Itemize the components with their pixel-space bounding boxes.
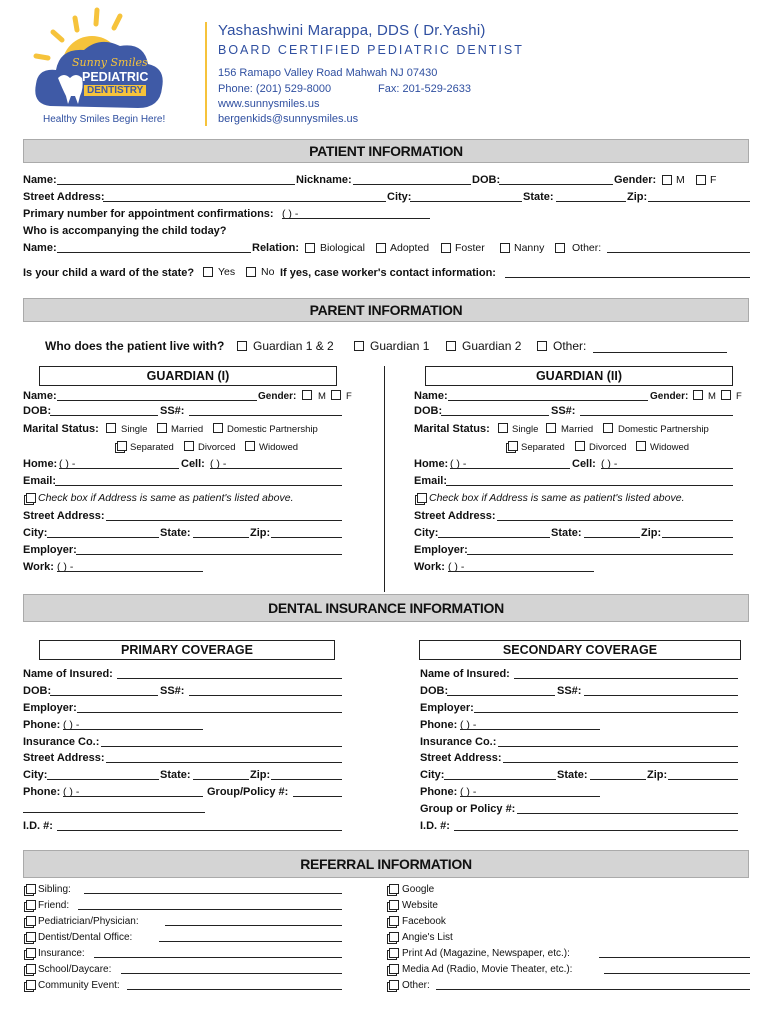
- g2-street-label: Street Address:: [414, 510, 496, 522]
- primary-number-mask: ( ) -: [282, 208, 299, 220]
- g2-gender-m-checkbox[interactable]: [693, 390, 703, 400]
- g1-employer-field[interactable]: [76, 554, 342, 555]
- p-name-insured-field[interactable]: [117, 678, 342, 679]
- g1-street-field[interactable]: [106, 520, 342, 521]
- accompanying-name-field[interactable]: [57, 252, 251, 253]
- g2-name-field[interactable]: [448, 400, 648, 401]
- g2-domestic-label: Domestic Partnership: [618, 424, 709, 435]
- relation-other-label: Other:: [572, 242, 602, 254]
- p-phone2-mask: ( ) -: [63, 786, 80, 798]
- p-city-label: City:: [23, 769, 48, 781]
- insurance-heading: DENTAL INSURANCE INFORMATION: [23, 594, 749, 622]
- s-employer-label: Employer:: [420, 702, 474, 714]
- patient-gender-m-label: M: [676, 174, 685, 186]
- referral-left-field[interactable]: [94, 957, 342, 958]
- ward-yes-checkbox[interactable]: [203, 267, 213, 277]
- logo-line-1: Sunny Smiles: [72, 56, 148, 69]
- p-dob-label: DOB:: [23, 685, 52, 697]
- referral-right-label: Google: [402, 884, 435, 895]
- guardian-2-heading: GUARDIAN (II): [425, 366, 733, 386]
- ward-no-checkbox[interactable]: [246, 267, 256, 277]
- referral-left-field[interactable]: [78, 909, 342, 910]
- g2-married-checkbox[interactable]: [546, 423, 556, 433]
- guardian-1-heading: GUARDIAN (I): [39, 366, 337, 386]
- p-street-field[interactable]: [106, 762, 342, 763]
- lives-with-other-field[interactable]: [593, 352, 727, 353]
- s-insurance-co-label: Insurance Co.:: [420, 736, 497, 748]
- p-phone2-label: Phone:: [23, 786, 61, 798]
- g2-employer-label: Employer:: [414, 544, 468, 556]
- g1-same-address-checkbox[interactable]: [26, 493, 36, 503]
- referral-left-field[interactable]: [121, 973, 342, 974]
- s-name-insured-field[interactable]: [514, 678, 738, 679]
- g1-zip-field[interactable]: [271, 537, 342, 538]
- referral-left-checkbox[interactable]: [26, 900, 36, 910]
- g2-single-checkbox[interactable]: [498, 423, 508, 433]
- referral-right-checkbox[interactable]: [389, 884, 399, 894]
- lives-with-g2-checkbox[interactable]: [446, 341, 456, 351]
- referral-right-checkbox[interactable]: [389, 964, 399, 974]
- referral-left-label: School/Daycare:: [38, 964, 112, 975]
- g1-married-checkbox[interactable]: [157, 423, 167, 433]
- patient-dob-field[interactable]: [499, 184, 613, 185]
- g2-zip-label: Zip:: [641, 527, 662, 539]
- g1-separated-checkbox[interactable]: [117, 441, 127, 451]
- s-state-field[interactable]: [590, 779, 646, 780]
- relation-foster-checkbox[interactable]: [441, 243, 451, 253]
- p-phone-label: Phone:: [23, 719, 61, 731]
- patient-gender-f-checkbox[interactable]: [696, 175, 706, 185]
- g2-gender-label: Gender:: [650, 391, 689, 402]
- ward-no-label: No: [261, 266, 275, 278]
- primary-number-field[interactable]: [282, 218, 430, 219]
- relation-adopted-label: Adopted: [390, 242, 430, 254]
- s-dob-field[interactable]: [447, 695, 555, 696]
- s-phone-label: Phone:: [420, 719, 458, 731]
- p-group-policy-field[interactable]: [293, 796, 342, 797]
- referral-right-label: Media Ad (Radio, Movie Theater, etc.):: [402, 964, 573, 975]
- lives-with-g12-checkbox[interactable]: [237, 341, 247, 351]
- p-group-policy-field-2[interactable]: [23, 812, 205, 813]
- s-dob-label: DOB:: [420, 685, 449, 697]
- g1-work-field[interactable]: [57, 571, 203, 572]
- patient-street-field[interactable]: [103, 201, 386, 202]
- referral-left-field[interactable]: [127, 989, 342, 990]
- patient-nickname-label: Nickname:: [296, 174, 352, 186]
- p-employer-label: Employer:: [23, 702, 77, 714]
- g1-email-label: Email:: [23, 475, 57, 487]
- g2-separated-checkbox[interactable]: [508, 441, 518, 451]
- referral-left-field[interactable]: [159, 941, 342, 942]
- s-street-field[interactable]: [503, 762, 738, 763]
- g2-name-label: Name:: [414, 390, 448, 402]
- practice-phone: Phone: (201) 529-8000: [218, 83, 332, 95]
- g2-married-label: Married: [561, 424, 594, 435]
- g1-domestic-label: Domestic Partnership: [227, 424, 318, 435]
- lives-with-g1-checkbox[interactable]: [354, 341, 364, 351]
- p-state-field[interactable]: [193, 779, 249, 780]
- g1-divorced-label: Divorced: [198, 442, 236, 453]
- g2-gender-m-label: M: [708, 391, 716, 402]
- parent-info-heading: PARENT INFORMATION: [23, 298, 749, 322]
- g2-state-field[interactable]: [584, 537, 640, 538]
- s-zip-label: Zip:: [647, 769, 668, 781]
- g2-dob-field[interactable]: [441, 415, 549, 416]
- g2-gender-f-label: F: [736, 391, 742, 402]
- s-zip-field[interactable]: [668, 779, 738, 780]
- s-state-label: State:: [557, 769, 588, 781]
- g1-work-mask: ( ) -: [57, 561, 74, 573]
- guardian-divider: [384, 366, 385, 592]
- g2-same-address-label: Check box if Address is same as patient's listed above.: [429, 492, 685, 504]
- g1-dob-label: DOB:: [23, 405, 52, 417]
- g1-home-label: Home:: [23, 458, 58, 470]
- g2-domestic-checkbox[interactable]: [603, 423, 613, 433]
- g1-street-label: Street Address:: [23, 510, 105, 522]
- practice-website[interactable]: www.sunnysmiles.us: [218, 98, 320, 110]
- g1-gender-m-label: M: [318, 391, 326, 402]
- s-name-insured-label: Name of Insured:: [420, 668, 510, 680]
- g1-work-label: Work:: [23, 561, 54, 573]
- p-id-field[interactable]: [57, 830, 342, 831]
- primary-number-label: Primary number for appointment confirmations:: [23, 208, 274, 220]
- g2-gender-f-checkbox[interactable]: [721, 390, 731, 400]
- g1-same-address-label: Check box if Address is same as patient's listed above.: [38, 492, 294, 504]
- p-phone-field[interactable]: [63, 729, 203, 730]
- g1-domestic-checkbox[interactable]: [213, 423, 223, 433]
- secondary-coverage-heading: SECONDARY COVERAGE: [419, 640, 741, 660]
- referral-right-label: Website: [402, 900, 438, 911]
- g2-home-field[interactable]: [450, 468, 570, 469]
- s-id-field[interactable]: [454, 830, 738, 831]
- referral-right-label: Facebook: [402, 916, 446, 927]
- ward-yes-label: Yes: [218, 266, 236, 278]
- patient-gender-label: Gender:: [614, 174, 657, 186]
- g1-marital-label: Marital Status:: [23, 423, 99, 435]
- g2-same-address-checkbox[interactable]: [417, 493, 427, 503]
- g2-work-field[interactable]: [448, 571, 594, 572]
- s-employer-field[interactable]: [474, 712, 738, 713]
- g2-separated-label: Separated: [521, 442, 565, 453]
- g1-widowed-label: Widowed: [259, 442, 299, 453]
- who-accompanying-label: Who is accompanying the child today?: [23, 225, 227, 237]
- g1-name-label: Name:: [23, 390, 57, 402]
- g2-state-label: State:: [551, 527, 582, 539]
- s-ss-field[interactable]: [584, 695, 738, 696]
- s-phone-mask: ( ) -: [460, 719, 477, 731]
- g2-ss-label: SS#:: [551, 405, 576, 417]
- g1-gender-f-label: F: [346, 391, 352, 402]
- p-zip-label: Zip:: [250, 769, 271, 781]
- practice-fax: Fax: 201-529-2633: [378, 83, 471, 95]
- p-street-label: Street Address:: [23, 752, 105, 764]
- ward-question-label: Is your child a ward of the state?: [23, 267, 195, 279]
- g2-street-field[interactable]: [497, 520, 733, 521]
- patient-name-label: Name:: [23, 174, 57, 186]
- primary-coverage-heading: PRIMARY COVERAGE: [39, 640, 335, 660]
- p-name-insured-label: Name of Insured:: [23, 668, 113, 680]
- g2-widowed-checkbox[interactable]: [636, 441, 646, 451]
- g2-widowed-label: Widowed: [650, 442, 690, 453]
- patient-state-label: State:: [523, 191, 554, 203]
- practice-address: 156 Ramapo Valley Road Mahwah NJ 07430: [218, 67, 438, 79]
- g1-home-field[interactable]: [59, 468, 179, 469]
- practice-email[interactable]: bergenkids@sunnysmiles.us: [218, 113, 359, 125]
- g1-cell-field[interactable]: [210, 468, 342, 469]
- s-phone2-label: Phone:: [420, 786, 458, 798]
- g1-divorced-checkbox[interactable]: [184, 441, 194, 451]
- patient-city-field[interactable]: [410, 201, 522, 202]
- referral-left-label: Dentist/Dental Office:: [38, 932, 133, 943]
- patient-info-heading: PATIENT INFORMATION: [23, 139, 749, 163]
- g1-city-label: City:: [23, 527, 48, 539]
- s-id-label: I.D. #:: [420, 820, 450, 832]
- g1-employer-label: Employer:: [23, 544, 77, 556]
- referral-left-checkbox[interactable]: [26, 980, 36, 990]
- caseworker-field[interactable]: [505, 277, 750, 278]
- referral-left-field[interactable]: [84, 893, 342, 894]
- g2-single-label: Single: [512, 424, 539, 435]
- g1-cell-label: Cell:: [181, 458, 205, 470]
- lives-with-label: Who does the patient live with?: [45, 339, 225, 353]
- referral-heading: REFERRAL INFORMATION: [23, 850, 749, 878]
- referral-right-checkbox[interactable]: [389, 980, 399, 990]
- g1-ss-label: SS#:: [160, 405, 185, 417]
- p-group-policy-label: Group/Policy #:: [207, 786, 289, 798]
- relation-nanny-label: Nanny: [514, 242, 545, 254]
- caseworker-label: If yes, case worker's contact information:: [280, 267, 496, 279]
- s-city-field[interactable]: [444, 779, 556, 780]
- g2-employer-field[interactable]: [467, 554, 733, 555]
- p-id-label: I.D. #:: [23, 820, 53, 832]
- p-state-label: State:: [160, 769, 191, 781]
- referral-left-checkbox[interactable]: [26, 964, 36, 974]
- relation-label: Relation:: [252, 242, 300, 254]
- p-dob-field[interactable]: [50, 695, 158, 696]
- patient-city-label: City:: [387, 191, 412, 203]
- g2-zip-field[interactable]: [662, 537, 733, 538]
- lives-with-other-label: Other:: [553, 339, 587, 353]
- referral-right-field[interactable]: [436, 989, 750, 990]
- g1-single-label: Single: [121, 424, 148, 435]
- patient-gender-f-label: F: [710, 174, 717, 186]
- referral-right-label: Other:: [402, 980, 430, 991]
- logo-line-2: PEDIATRIC: [82, 70, 149, 84]
- g1-gender-m-checkbox[interactable]: [302, 390, 312, 400]
- g1-dob-field[interactable]: [50, 415, 158, 416]
- referral-right-checkbox[interactable]: [389, 932, 399, 942]
- referral-left-label: Friend:: [38, 900, 70, 911]
- patient-dob-label: DOB:: [472, 174, 501, 186]
- g2-email-label: Email:: [414, 475, 448, 487]
- p-phone-mask: ( ) -: [63, 719, 80, 731]
- accompanying-name-label: Name:: [23, 242, 57, 254]
- g1-gender-f-checkbox[interactable]: [331, 390, 341, 400]
- referral-left-checkbox[interactable]: [26, 916, 36, 926]
- g1-city-field[interactable]: [47, 537, 159, 538]
- p-employer-field[interactable]: [77, 712, 342, 713]
- g2-marital-label: Marital Status:: [414, 423, 490, 435]
- referral-right-field[interactable]: [604, 973, 750, 974]
- g1-married-label: Married: [171, 424, 204, 435]
- g2-cell-label: Cell:: [572, 458, 596, 470]
- lives-with-other-checkbox[interactable]: [537, 341, 547, 351]
- g1-state-field[interactable]: [193, 537, 249, 538]
- referral-left-field[interactable]: [165, 925, 342, 926]
- patient-zip-label: Zip:: [627, 191, 648, 203]
- s-group-or-policy-label: Group or Policy #:: [420, 803, 516, 815]
- p-city-field[interactable]: [47, 779, 159, 780]
- patient-gender-m-checkbox[interactable]: [662, 175, 672, 185]
- g2-divorced-label: Divorced: [589, 442, 627, 453]
- p-ss-label: SS#:: [160, 685, 185, 697]
- referral-left-label: Insurance:: [38, 948, 85, 959]
- g1-single-checkbox[interactable]: [106, 423, 116, 433]
- g2-dob-label: DOB:: [414, 405, 443, 417]
- g2-cell-field[interactable]: [601, 468, 733, 469]
- g2-work-label: Work:: [414, 561, 445, 573]
- referral-left-checkbox[interactable]: [26, 932, 36, 942]
- s-city-label: City:: [420, 769, 445, 781]
- doctor-name: Yashashwini Marappa, DDS ( Dr.Yashi): [218, 22, 486, 39]
- g1-ss-field[interactable]: [189, 415, 342, 416]
- relation-other-checkbox[interactable]: [555, 243, 565, 253]
- logo-line-3: DENTISTRY: [84, 85, 146, 96]
- patient-nickname-field[interactable]: [353, 184, 471, 185]
- g1-zip-label: Zip:: [250, 527, 271, 539]
- g2-ss-field[interactable]: [580, 415, 733, 416]
- s-phone-field[interactable]: [460, 729, 600, 730]
- referral-left-label: Community Event:: [38, 980, 120, 991]
- g2-home-mask: ( ) -: [450, 458, 467, 470]
- g1-separated-label: Separated: [130, 442, 174, 453]
- doctor-title: BOARD CERTIFIED PEDIATRIC DENTIST: [218, 43, 524, 57]
- p-insurance-co-label: Insurance Co.:: [23, 736, 100, 748]
- g1-gender-label: Gender:: [258, 391, 297, 402]
- relation-adopted-checkbox[interactable]: [376, 243, 386, 253]
- g2-cell-mask: ( ) -: [601, 458, 618, 470]
- g2-divorced-checkbox[interactable]: [575, 441, 585, 451]
- referral-right-checkbox[interactable]: [389, 916, 399, 926]
- g1-widowed-checkbox[interactable]: [245, 441, 255, 451]
- p-insurance-co-field[interactable]: [101, 746, 342, 747]
- s-phone2-field[interactable]: [460, 796, 600, 797]
- g2-city-label: City:: [414, 527, 439, 539]
- referral-left-label: Sibling:: [38, 884, 71, 895]
- g2-email-field[interactable]: [446, 485, 733, 486]
- referral-right-field[interactable]: [599, 957, 750, 958]
- referral-left-checkbox[interactable]: [26, 884, 36, 894]
- relation-nanny-checkbox[interactable]: [500, 243, 510, 253]
- lives-with-g12-label: Guardian 1 & 2: [253, 339, 334, 353]
- relation-foster-label: Foster: [455, 242, 485, 254]
- referral-right-checkbox[interactable]: [389, 948, 399, 958]
- s-insurance-co-field[interactable]: [498, 746, 738, 747]
- referral-right-label: Print Ad (Magazine, Newspaper, etc.):: [402, 948, 570, 959]
- p-zip-field[interactable]: [271, 779, 342, 780]
- referral-right-checkbox[interactable]: [389, 900, 399, 910]
- s-ss-label: SS#:: [557, 685, 582, 697]
- patient-name-field[interactable]: [57, 184, 295, 185]
- referral-right-label: Angie's List: [402, 932, 453, 943]
- tagline: Healthy Smiles Begin Here!: [43, 114, 166, 125]
- lives-with-g1-label: Guardian 1: [370, 339, 430, 353]
- g1-name-field[interactable]: [57, 400, 257, 401]
- relation-other-field[interactable]: [607, 252, 750, 253]
- g1-home-mask: ( ) -: [59, 458, 76, 470]
- g2-city-field[interactable]: [438, 537, 550, 538]
- header-divider: [205, 22, 207, 126]
- patient-state-field[interactable]: [556, 201, 626, 202]
- relation-biological-label: Biological: [320, 242, 365, 254]
- lives-with-g2-label: Guardian 2: [462, 339, 522, 353]
- referral-left-label: Pediatrician/Physician:: [38, 916, 139, 927]
- patient-street-label: Street Address:: [23, 191, 105, 203]
- p-phone2-field[interactable]: [63, 796, 203, 797]
- s-street-label: Street Address:: [420, 752, 502, 764]
- g2-home-label: Home:: [414, 458, 449, 470]
- s-phone2-mask: ( ) -: [460, 786, 477, 798]
- g2-work-mask: ( ) -: [448, 561, 465, 573]
- s-group-or-policy-field[interactable]: [517, 813, 738, 814]
- g1-email-field[interactable]: [55, 485, 342, 486]
- g1-cell-mask: ( ) -: [210, 458, 227, 470]
- relation-biological-checkbox[interactable]: [305, 243, 315, 253]
- p-ss-field[interactable]: [189, 695, 342, 696]
- patient-zip-field[interactable]: [648, 201, 750, 202]
- g1-state-label: State:: [160, 527, 191, 539]
- referral-left-checkbox[interactable]: [26, 948, 36, 958]
